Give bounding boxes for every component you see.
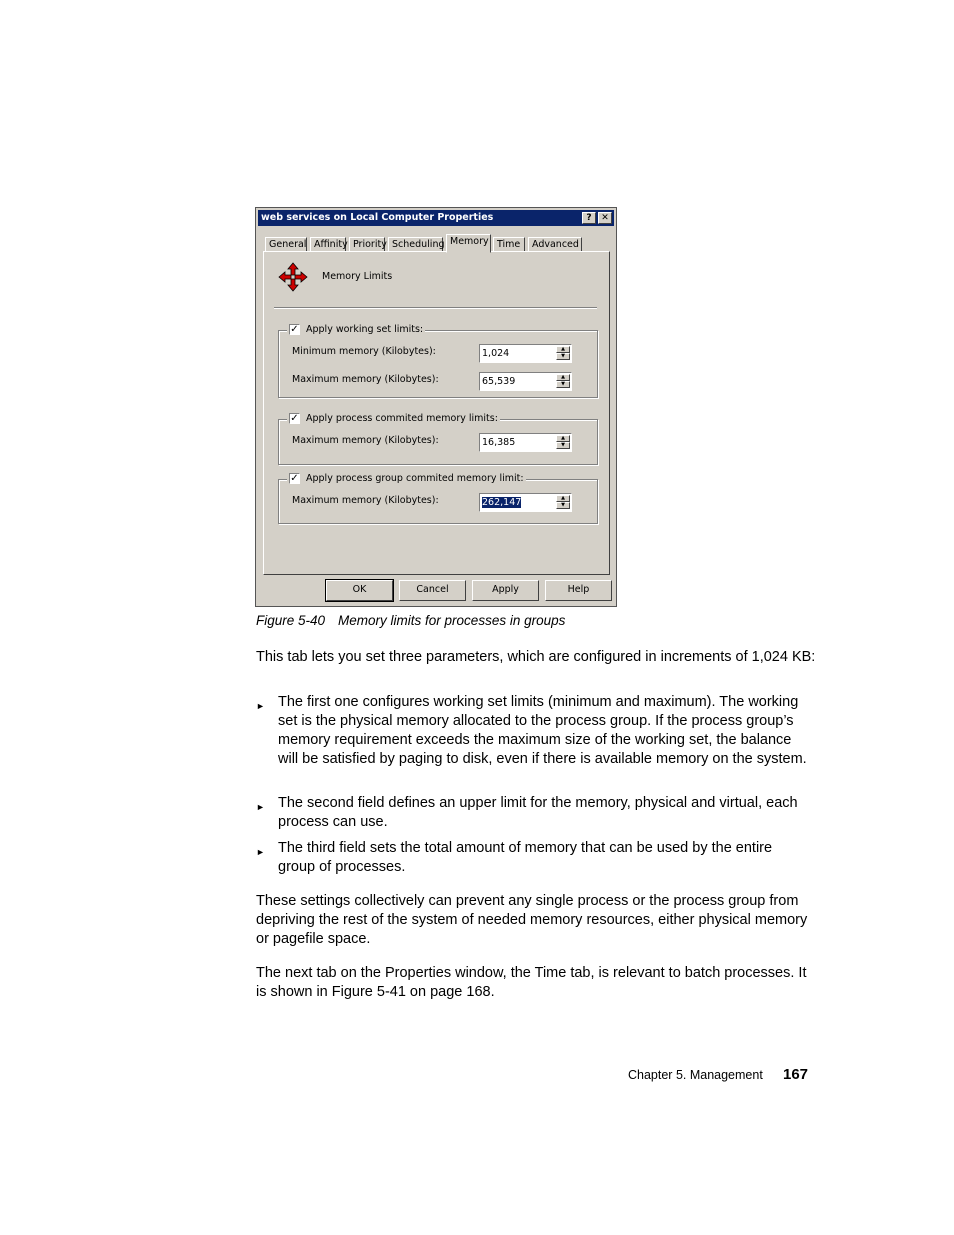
figure-number: Figure 5-40 xyxy=(256,613,326,628)
spin-down-icon[interactable]: ▼ xyxy=(556,442,570,449)
bullet-triangle-icon: ► xyxy=(256,701,265,711)
spin-up-icon[interactable]: ▲ xyxy=(556,346,570,353)
spin-up-icon[interactable]: ▲ xyxy=(556,495,570,502)
ws-min-value[interactable]: 1,024 xyxy=(482,348,510,359)
ws-min-stepper[interactable] xyxy=(479,344,572,363)
spin-down-icon[interactable]: ▼ xyxy=(556,381,570,388)
next-tab-paragraph: The next tab on the Properties window, the Time tab, is relevant to batch processes. It is shown in Figure 5-41 on page 168. xyxy=(256,965,807,1000)
settings-paragraph: These settings collectively can prevent any single process or the process group from depriving the rest of the system of needed memory resources, either physical memory or pagefile space. xyxy=(256,893,808,947)
bullet-text-3: The third field sets the total amount of memory that can be used by the entire group of processes. xyxy=(278,840,773,875)
pc-max-label: Maximum memory (Kilobytes): xyxy=(292,435,439,446)
ws-max-label: Maximum memory (Kilobytes): xyxy=(292,374,439,385)
help-icon[interactable]: ? xyxy=(582,212,596,224)
working-set-checkbox-label: Apply working set limits: xyxy=(306,324,424,335)
help-button[interactable]: Help xyxy=(545,580,612,601)
tab-advanced[interactable]: Advanced xyxy=(528,237,582,252)
gc-max-label: Maximum memory (Kilobytes): xyxy=(292,495,439,506)
tab-priority[interactable]: Priority xyxy=(349,237,385,252)
process-commit-checkbox-label: Apply process commited memory limits: xyxy=(306,413,498,424)
bullet-text-2: The second field defines an upper limit for the memory, physical and virtual, each process can use. xyxy=(278,795,798,830)
bullet-triangle-icon: ► xyxy=(256,802,265,812)
gc-max-stepper[interactable] xyxy=(479,493,572,512)
intro-paragraph: This tab lets you set three parameters, which are configured in increments of 1,024 KB: xyxy=(256,649,816,665)
header-separator xyxy=(274,307,597,309)
properties-dialog xyxy=(255,207,617,607)
pc-max-stepper[interactable] xyxy=(479,433,572,452)
tab-affinity[interactable]: Affinity xyxy=(310,237,346,252)
bullet-text-1: The first one configures working set limits (minimum and maximum). The working set is the physical memory allocated to the process group. If the process group’s memory requirement exceeds the maximum size of the working set, the balance will be satisfied by paging to disk, even if there is available memory on the system. xyxy=(278,694,807,767)
tab-time[interactable]: Time xyxy=(493,237,525,252)
tab-scheduling[interactable]: Scheduling xyxy=(388,237,443,252)
process-commit-checkbox-row[interactable] xyxy=(287,413,500,424)
figure-caption-text: Memory limits for processes in groups xyxy=(338,613,566,628)
group-commit-checkbox-row[interactable] xyxy=(287,473,526,484)
figure-caption xyxy=(256,613,565,628)
working-set-group xyxy=(278,324,598,398)
memory-limits-arrows-icon xyxy=(278,262,308,292)
ws-max-stepper[interactable] xyxy=(479,372,572,391)
process-commit-group xyxy=(278,413,598,465)
tab-general[interactable]: General xyxy=(265,237,307,252)
pc-max-value[interactable]: 16,385 xyxy=(482,437,516,448)
ws-max-value[interactable]: 65,539 xyxy=(482,376,516,387)
memory-tab-panel xyxy=(263,251,610,575)
working-set-checkbox[interactable]: ✓ xyxy=(290,324,299,335)
spin-down-icon[interactable]: ▼ xyxy=(556,502,570,509)
tab-memory[interactable]: Memory xyxy=(446,234,491,253)
ok-button[interactable]: OK xyxy=(326,580,393,601)
group-commit-checkbox[interactable]: ✓ xyxy=(290,473,299,484)
bullet-triangle-icon: ► xyxy=(256,847,265,857)
group-commit-group xyxy=(278,473,598,524)
title-bar xyxy=(258,210,614,226)
close-icon[interactable]: ✕ xyxy=(598,212,612,224)
spin-down-icon[interactable]: ▼ xyxy=(556,353,570,360)
dialog-title: web services on Local Computer Properties xyxy=(261,212,494,223)
spin-up-icon[interactable]: ▲ xyxy=(556,435,570,442)
ws-min-label: Minimum memory (Kilobytes): xyxy=(292,346,436,357)
working-set-checkbox-row[interactable] xyxy=(287,324,425,335)
spin-up-icon[interactable]: ▲ xyxy=(556,374,570,381)
group-commit-checkbox-label: Apply process group commited memory limit: xyxy=(306,473,524,484)
cancel-button[interactable]: Cancel xyxy=(399,580,466,601)
gc-max-value[interactable]: 262,147 xyxy=(482,497,522,508)
footer-chapter: Chapter 5. Management xyxy=(628,1068,763,1082)
memory-limits-label: Memory Limits xyxy=(322,271,393,282)
apply-button[interactable]: Apply xyxy=(472,580,539,601)
process-commit-checkbox[interactable]: ✓ xyxy=(290,413,299,424)
page-number: 167 xyxy=(783,1066,809,1083)
